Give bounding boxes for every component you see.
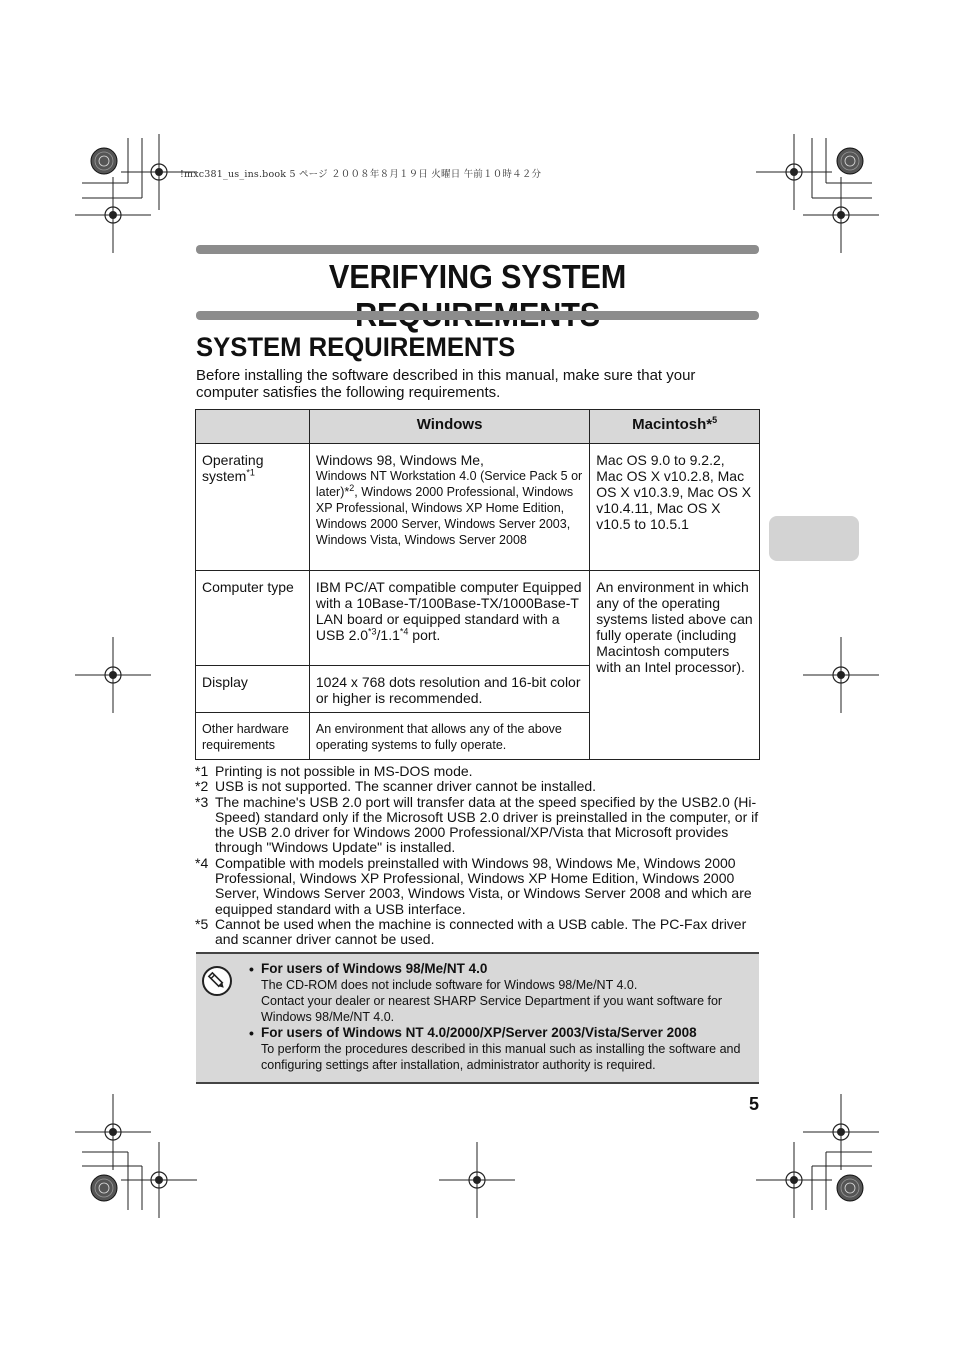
footnote: *2 USB is not supported. The scanner driver cannot be installed.: [195, 778, 597, 795]
section-title: SYSTEM REQUIREMENTS: [196, 332, 516, 362]
row-label-os: Operating system$^{*1}$: [196, 444, 310, 571]
title-bar-bottom: [196, 311, 759, 320]
cell-computer-windows: IBM PC/AT compatible computer Equipped with a 10Base-T/100Base-TX/1000Base-T LAN board or equipped standard with a USB 2.0$^{*3}$/1.1$^{*4}$ port.: [309, 571, 589, 666]
row-label-other: Other hardware requirements: [196, 713, 310, 760]
registration-burst-icon: [91, 148, 117, 174]
header-macintosh: Macintosh*$^5$: [590, 410, 760, 444]
page-number: 5: [748, 1094, 759, 1114]
intro-paragraph: Before installing the software described in this manual, make sure that your computer satisfies the following requirements.: [196, 367, 696, 401]
table-row-os: [196, 444, 760, 571]
print-header: !mxc381_us_ins.book 5 ページ ２００８年８月１９日 火曜日 午前１０時４２分: [180, 169, 542, 180]
table-row-computer: [196, 571, 760, 666]
row-label-computer: Computer type: [196, 571, 310, 666]
footnote: *3 The machine's USB 2.0 port will transfer data at the speed specified by the USB2.0 (Hi-Speed) standard only if the Microsoft USB 2.0 driver is preinstalled in the computer, or if the USB 2.0 driver for Windows 2000 Professional/XP/Vista that Microsoft provides through "Windows Update" is installed.: [195, 793, 759, 856]
footnote: *4 Compatible with models preinstalled with Windows 98, Windows Me, Windows 2000 Professional, Windows XP Professional, Windows XP Home Edition, Windows 2000 Server, Windows Server 2003, Windows Vista, or Windows Server 2008 and which are equipped standard with a USB interface.: [195, 854, 752, 917]
footnote: *1 Printing is not possible in MS-DOS mode.: [195, 763, 473, 779]
cell-other-windows: An environment that allows any of the above operating systems to fully operate.: [309, 713, 589, 760]
requirements-table: [195, 409, 760, 760]
cell-hardware-mac: An environment in which any of the operating systems listed above can fully operate (including Macintosh computers with an Intel processor).: [590, 571, 760, 760]
cell-os-windows: Windows 98, Windows Me, Windows NT Workstation 4.0 (Service Pack 5 or later)*$^2$, Windows 2000 Professional, Windows XP Professional, Windows XP Home Edition, Windows 2000 Server, Windows Server 2003, Windows Vista, Windows Server 2008: [309, 444, 589, 571]
cell-os-mac: Mac OS 9.0 to 9.2.2, Mac OS X v10.2.8, Mac OS X v10.3.9, Mac OS X v10.4.11, Mac OS X v10.5 to 10.5.1: [590, 444, 760, 571]
footnotes: [195, 764, 760, 948]
table-header-row: [196, 410, 760, 444]
header-blank-cell: [196, 410, 310, 444]
note-item: • For users of Windows 98/Me/NT 4.0 The CD-ROM does not include software for Windows 98/Me/NT 4.0. Contact your dealer or nearest SHARP Service Department if you want software for Windows 98/Me/NT 4.0.: [249, 961, 723, 1024]
pencil-note-icon: [202, 966, 232, 996]
cell-display-windows: 1024 x 768 dots resolution and 16-bit color or higher is recommended.: [309, 666, 589, 713]
page-title: VERIFYING SYSTEM: [328, 258, 627, 295]
note-content: [249, 961, 754, 1073]
note-item: • For users of Windows NT 4.0/2000/XP/Server 2003/Vista/Server 2008 To perform the procedures described in this manual such as installing the software and configuring settings after installation, administrator authority is required.: [249, 1025, 741, 1072]
row-label-display: Display: [196, 666, 310, 713]
footnote: *5 Cannot be used when the machine is connected with a USB cable. The PC-Fax driver and scanner driver cannot be used.: [195, 915, 747, 948]
header-windows: Windows: [309, 410, 589, 444]
title-bar-top: [196, 245, 759, 254]
chapter-tab: [769, 516, 859, 561]
